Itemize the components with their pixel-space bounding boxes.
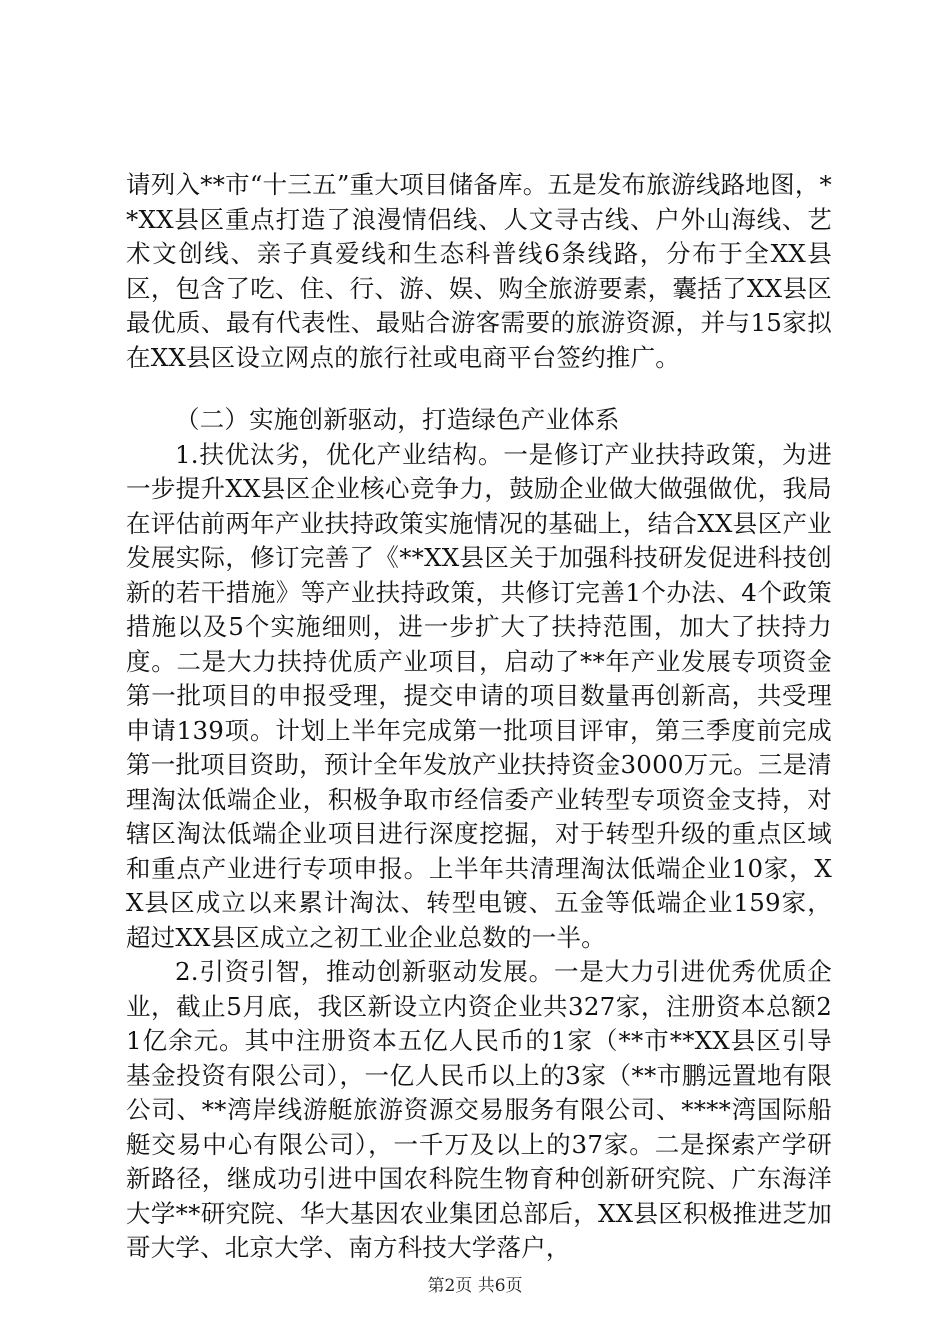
paragraph-tourism-routes: 请列入**市“十三五”重大项目储备库。五是发布旅游线路地图，**XX县区重点打造了浪漫情侣线、人文寻古线、户外山海线、艺术文创线、亲子真爱线和生态科普线6条线路，分布于全XX县区，包含了吃、住、行、游、娱、购全旅游要素，囊括了XX县区最优质、最有代表性、最贴合游客需要的旅游资源，并与15家拟在XX县区设立网点的旅行社或电商平台签约推广。 xyxy=(126,170,832,372)
document-body xyxy=(126,168,832,1266)
section-heading-innovation: （二）实施创新驱动，打造绿色产业体系 xyxy=(175,405,620,434)
paragraph-investment-innovation: 2.引资引智，推动创新驱动发展。一是大力引进优秀优质企业，截止5月底，我区新设立内资企业共327家，注册资本总额21亿余元。其中注册资本五亿人民币的1家（**市**XX县区引导基金投资有限公司），一亿人民币以上的3家（**市鹏远置地有限公司、**湾岸线游艇旅游资源交易服务有限公司、****湾国际船艇交易中心有限公司），一千万及以上的37家。二是探索产学研新路径，继成功引进中国农科院生物育种创新研究院、广东海洋大学**研究院、华大基因农业集团总部后，XX县区积极推进芝加哥大学、北京大学、南方科技大学落户， xyxy=(126,957,832,1262)
page-number-footer: 第2页 共6页 xyxy=(427,1276,523,1296)
paragraph-industry-structure: 1.扶优汰劣，优化产业结构。一是修订产业扶持政策，为进一步提升XX县区企业核心竞争力，鼓励企业做大做强做优，我局在评估前两年产业扶持政策实施情况的基础上，结合XX县区产业发展实际，修订完善了《**XX县区关于加强科技研发促进科技创新的若干措施》等产业扶持政策，共修订完善1个办法、4个政策措施以及5个实施细则，进一步扩大了扶持范围，加大了扶持力度。二是大力扶持优质产业项目，启动了**年产业发展专项资金第一批项目的申报受理，提交申请的项目数量再创新高，共受理申请139项。计划上半年完成第一批项目评审，第三季度前完成第一批项目资助，预计全年发放产业扶持资金3000万元。三是清理淘汰低端企业，积极争取市经信委产业转型专项资金支持，对辖区淘汰低端企业项目进行深度挖掘，对于转型升级的重点区域和重点产业进行专项申报。上半年共清理淘汰低端企业10家，XX县区成立以来累计淘汰、转型电镀、五金等低端企业159家，超过XX县区成立之初工业企业总数的一半。 xyxy=(126,439,832,952)
